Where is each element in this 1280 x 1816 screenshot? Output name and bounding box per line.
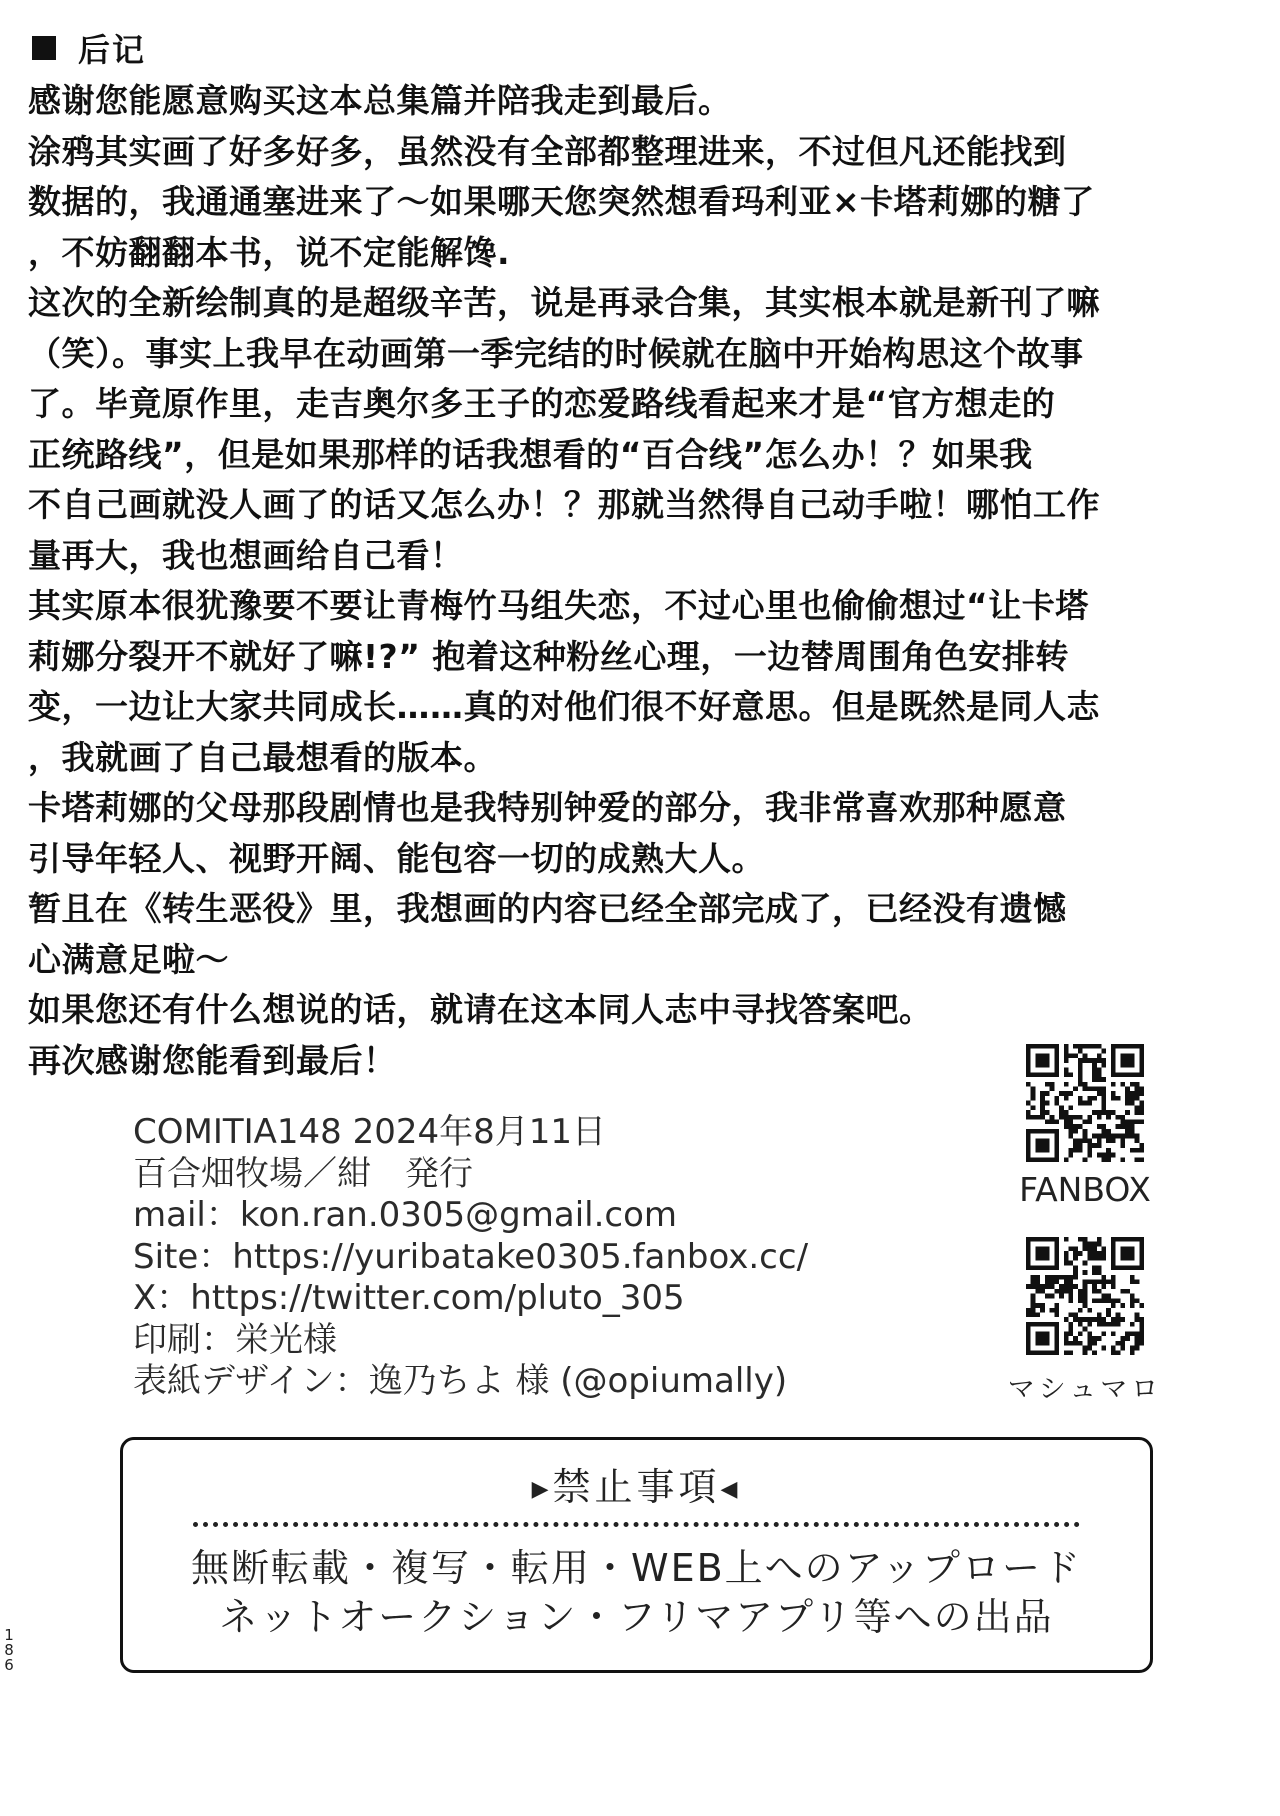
triangle-right-icon: ▶ bbox=[531, 1477, 553, 1502]
notice-title-row bbox=[123, 1456, 1150, 1511]
qr-code-icon bbox=[1026, 1044, 1144, 1162]
afterword-line: 涂鸦其实画了好多好多，虽然没有全部都整理进来，不过但凡还能找到 bbox=[28, 131, 1067, 171]
page-number bbox=[2, 1628, 16, 1673]
marshmallow-qr-label: マシュマロ bbox=[1007, 1374, 1163, 1405]
colophon-printer: 印刷：栄光様 bbox=[133, 1319, 337, 1360]
afterword-line: 如果您还有什么想说的话，就请在这本同人志中寻找答案吧。 bbox=[28, 990, 933, 1029]
afterword-line: 正统路线”，但是如果那样的话我想看的“百合线”怎么办！？如果我 bbox=[28, 434, 1033, 474]
afterword-line: 这次的全新绘制真的是超级辛苦，说是再录合集，其实根本就是新刊了嘛 bbox=[28, 283, 1100, 322]
afterword-line: 莉娜分裂开不就好了嘛!?” 抱着这种粉丝心理，一边替周围角色安排转 bbox=[28, 636, 1069, 676]
notice-title: 禁止事項 bbox=[552, 1465, 721, 1509]
afterword-line: ，不妨翻翻本书，说不定能解馋. bbox=[28, 232, 511, 272]
dotted-divider bbox=[193, 1522, 1080, 1527]
marshmallow-qr-block bbox=[1000, 1237, 1170, 1406]
afterword-line: 量再大，我也想画给自己看！ bbox=[28, 535, 464, 575]
colophon bbox=[133, 1112, 833, 1403]
afterword-line: 其实原本很犹豫要不要让青梅竹马组失恋，不过心里也偷偷想过“让卡塔 bbox=[28, 586, 1089, 625]
colophon-event: COMITIA148 2024年8月11日 bbox=[133, 1112, 607, 1152]
afterword-line: 了。毕竟原作里，走吉奥尔多王子的恋爱路线看起来才是“官方想走的 bbox=[28, 384, 1056, 423]
triangle-left-icon: ◀ bbox=[720, 1477, 742, 1502]
afterword-line: 数据的，我通通塞进来了～如果哪天您突然想看玛利亚×卡塔莉娜的糖了 bbox=[28, 182, 1095, 221]
afterword-line: ，我就画了自己最想看的版本。 bbox=[28, 737, 497, 777]
afterword-line: 感谢您能愿意购买这本总集篇并陪我走到最后。 bbox=[28, 81, 732, 120]
afterword-line: 暂且在《转生恶役》里，我想画的内容已经全部完成了，已经没有遗憾 bbox=[28, 889, 1067, 928]
notice-body bbox=[123, 1544, 1150, 1642]
notice-line: 無断転載・複写・転用・WEB上へのアップロード bbox=[191, 1546, 1082, 1590]
page-number-digit: 6 bbox=[4, 1656, 14, 1674]
qr-code-icon bbox=[1026, 1237, 1144, 1355]
afterword-line: 卡塔莉娜的父母那段剧情也是我特别钟爱的部分，我非常喜欢那种愿意 bbox=[28, 788, 1067, 827]
colophon-x: X：https://twitter.com/pluto_305 bbox=[133, 1278, 685, 1318]
afterword-line: 变，一边让大家共同成长……真的对他们很不好意思。但是既然是同人志 bbox=[28, 687, 1100, 726]
afterword-body bbox=[28, 76, 1228, 1086]
page-number-digit: 8 bbox=[4, 1641, 14, 1659]
prohibition-notice-box bbox=[120, 1437, 1153, 1673]
page-number-digit: 1 bbox=[4, 1626, 14, 1644]
afterword-line: 再次感谢您能看到最后！ bbox=[28, 1040, 397, 1080]
afterword-heading: 后记 bbox=[78, 31, 147, 69]
afterword-section bbox=[28, 26, 1228, 1086]
colophon-cover-design: 表紙デザイン：逸乃ちよ 様 (@opiumally) bbox=[133, 1361, 788, 1401]
afterword-line: （笑）。事实上我早在动画第一季完结的时候就在脑中开始构思这个故事 bbox=[28, 333, 1084, 373]
afterword-line: 引导年轻人、视野开阔、能包容一切的成熟大人。 bbox=[28, 838, 765, 878]
afterword-line: 不自己画就没人画了的话又怎么办！？那就当然得自己动手啦！哪怕工作 bbox=[28, 485, 1100, 524]
colophon-site: Site：https://yuribatake0305.fanbox.cc/ bbox=[133, 1236, 809, 1277]
fanbox-qr-label: FANBOX bbox=[1019, 1170, 1151, 1209]
fanbox-qr-block bbox=[1000, 1044, 1170, 1209]
colophon-publisher: 百合畑牧場／紺 発行 bbox=[133, 1153, 473, 1194]
square-bullet-icon bbox=[32, 36, 56, 60]
afterword-heading-row bbox=[28, 26, 1228, 70]
colophon-mail: mail：kon.ran.0305@gmail.com bbox=[133, 1195, 678, 1235]
notice-line: ネットオークション・フリマアプリ等への出品 bbox=[219, 1595, 1054, 1639]
afterword-line: 心满意足啦～ bbox=[28, 939, 229, 979]
